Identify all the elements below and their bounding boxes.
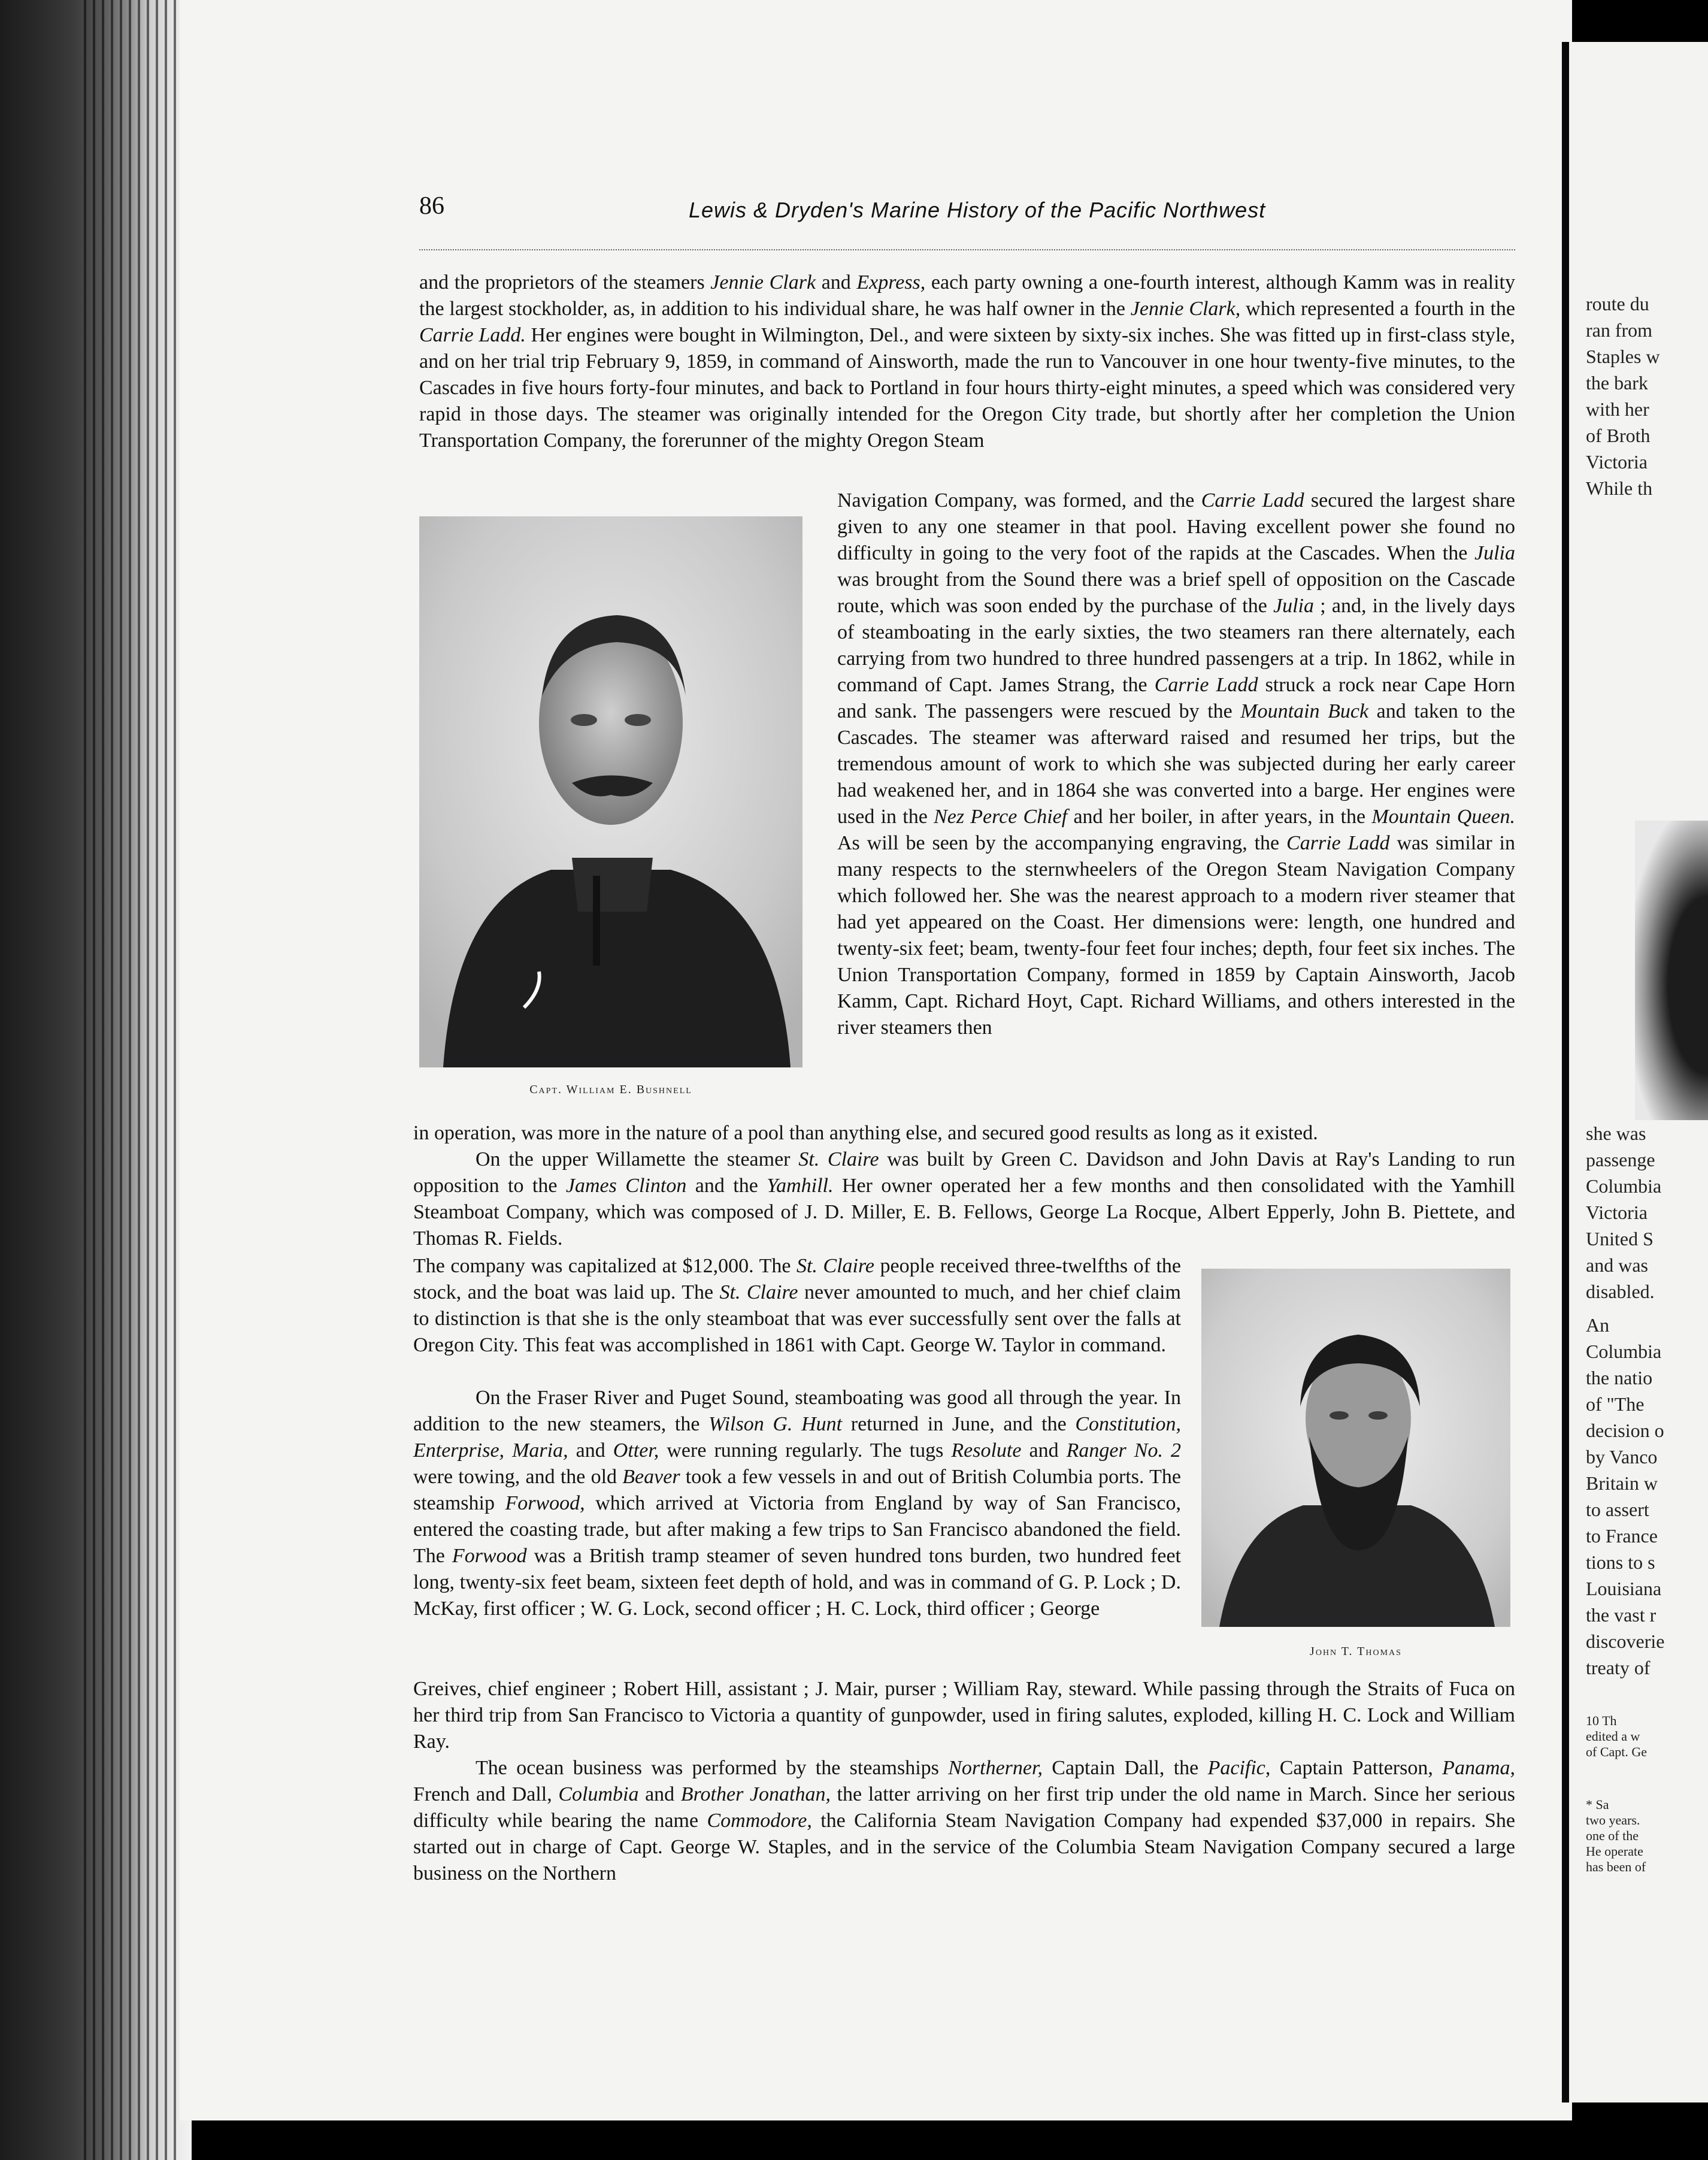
facing-line: of Broth xyxy=(1586,425,1651,446)
paragraph-2: On the upper Willamette the steamer St. Claire was built by Green C. Davidson and John Davis at Ray's Landing to run opposition to the James Clinton and the Yamhill. Her owner operated her a few months and then consolidated with the Yamhill Steamboat Company, which was composed of J. D. Miller, E. B. Fellows, George La Rocque, Albert Epperly, John B. Piettete, and Thomas R. Fields. xyxy=(413,1148,1516,1250)
facing-line: Britain w xyxy=(1586,1472,1658,1494)
facing-line: tions to s xyxy=(1586,1551,1655,1573)
facing-line: to assert xyxy=(1586,1499,1649,1520)
running-title: Lewis & Dryden's Marine History of the Pacific Northwest xyxy=(689,198,1266,222)
facing-line: route du xyxy=(1586,293,1649,314)
page-number: 86 xyxy=(419,192,444,220)
facing-line: of "The xyxy=(1586,1393,1645,1415)
facing-line: Columbia xyxy=(1586,1175,1662,1197)
facing-line: to France xyxy=(1586,1525,1658,1547)
paragraph-2-side: The company was capitalized at $12,000. The St. Claire people received three-twelfths of the stock, and the boat was laid up. The St. Claire never amounted to much, and her chief claim to distinction is that she is the only steamboat that was ever successfully sent over the falls at Oregon City. This feat was accomplished in 1861 with Capt. George W. Taylor in command. xyxy=(413,1255,1182,1356)
portrait-william-bushnell xyxy=(419,516,802,1067)
facing-line: and was xyxy=(1586,1254,1648,1276)
facing-line: Victoria xyxy=(1586,1202,1648,1223)
facing-line: United S xyxy=(1586,1228,1654,1250)
facing-line: Staples w xyxy=(1586,346,1660,367)
facing-line: of Capt. Ge xyxy=(1586,1744,1648,1759)
facing-line: passenge xyxy=(1586,1149,1655,1170)
portrait-engraving xyxy=(419,516,802,1067)
paragraph-1-side: Navigation Company, was formed, and the Carrie Ladd secured the largest share given to any one steamer in that pool. Having excellent power she found no difficulty in going to the very foot of the rapids at the Cascades. When the Julia was brought from the Sound there was a brief spell of opposition on the Cascade route, which was soon ended by the purchase of the Julia ; and, in the lively days of steamboating in the early sixties, the two steamers ran there alternately, each carrying from two hundred to three hundred passengers at a trip. In 1862, while in command of Capt. James Strang, the Carrie Ladd struck a rock near Cape Horn and sank. The passengers were rescued by the Mountain Buck and taken to the Cascades. The steamer was afterward raised and resumed her trips, but the tremendous amount of work to which she was subjected during her early career had weakened her, and in 1864 she was converted into a barge. Her engines were used in the Nez Perce Chief and her boiler, in after years, in the Mountain Queen. As will be seen by the accompanying engraving, the Carrie Ladd was similar in many respects to the sternwheelers of the Oregon Steam Navigation Company which followed her. She was the nearest approach to a modern river steamer that had yet appeared on the Coast. Her dimensions were: length, one hundred and twenty-six feet; beam, twenty-four feet four inches; depth, four feet six inches. The Union Transportation Company, formed in 1859 by Captain Ainsworth, Jacob Kamm, Capt. Richard Hoyt, Capt. Richard Williams, and others interested in the river steamers then xyxy=(837,489,1516,1039)
facing-line: 10 Th xyxy=(1586,1713,1617,1728)
paragraph-3: On the Fraser River and Puget Sound, steamboating was good all through the year. In addition to the new steamers, the Wilson G. Hunt returned in June, and the Constitution, Enterprise, Maria, and Otter, were running regularly. The tugs Resolute and Ranger No. 2 were towing, and the old Beaver took a few vessels in and out of British Columbia ports. The steamship Forwood, which arrived at Victoria from England by way of San Francisco, entered the coasting trade, but after making a few trips to San Francisco abandoned the field. The Forwood was a British tramp steamer of seven hundred tons burden, two hundred feet long, twenty-six feet beam, sixteen feet depth of hold, and was in command of G. P. Lock ; D. McKay, first officer ; W. G. Lock, second officer ; H. C. Lock, third officer ; George xyxy=(413,1387,1182,1620)
portrait-john-thomas xyxy=(1201,1269,1510,1627)
paragraph-1-end: in operation, was more in the nature of a pool than anything else, and secured good results as long as it existed. xyxy=(413,1122,1318,1144)
facing-line: Louisiana xyxy=(1586,1578,1662,1599)
paragraph-4: The ocean business was performed by the steamships Northerner, Captain Dall, the Pacific, Captain Patterson, Panama, French and Dall, Columbia and Brother Jonathan, the latter arriving on her first trip under the old name in March. Since her serious difficulty while bearing the name Commodore, the California Steam Navigation Company had expended $37,000 in repairs. She started out in charge of Capt. George W. Staples, and in the service of the Columbia Steam Navigation Company secured a large business on the Northern xyxy=(413,1757,1516,1884)
facing-line: Victoria xyxy=(1586,451,1648,473)
facing-line: with her xyxy=(1586,398,1649,420)
facing-line: An xyxy=(1586,1314,1610,1336)
facing-page-fragment xyxy=(1562,42,1708,2102)
facing-footnote: two years. xyxy=(1586,1813,1640,1828)
facing-line: discoverie xyxy=(1586,1630,1665,1652)
facing-line: ran from xyxy=(1586,319,1653,341)
facing-line: the bark xyxy=(1586,372,1648,394)
header-rule xyxy=(419,249,1515,250)
facing-line: decision o xyxy=(1586,1420,1664,1441)
facing-line: disabled. xyxy=(1586,1281,1655,1302)
caption-john-thomas: John T. Thomas xyxy=(1310,1645,1402,1658)
paragraph-1-top: and the proprietors of the steamers Jennie Clark and Express, each party owning a one-fourth interest, although Kamm was in reality the largest stockholder, as, in addition to his individual share, he was half owner in the Jennie Clark, which represented a fourth in the Carrie Ladd. Her engines were bought in Wilmington, Del., and were sixteen by sixty-six inches. She was fitted up in first-class style, and on her trial trip February 9, 1859, in command of Ainsworth, made the run to Vancouver in one hour twenty-five minutes, to the Cascades in five hours forty-four minutes, and back to Portland in four hours thirty-eight minutes, a speed which was considered very rapid in those days. The steamer was originally intended for the Oregon City trade, but shortly after her completion the Union Transportation Company, the forerunner of the mighty Oregon Steam xyxy=(419,271,1516,452)
book-binding xyxy=(0,0,192,2160)
facing-footnote: * Sa xyxy=(1586,1797,1609,1812)
facing-line: the vast r xyxy=(1586,1604,1656,1626)
facing-line: the natio xyxy=(1586,1367,1653,1388)
portrait-engraving xyxy=(1201,1269,1510,1627)
paragraph-3-end: Greives, chief engineer ; Robert Hill, assistant ; J. Mair, purser ; William Ray, steward. While passing through the Straits of Fuca on her third trip from San Francisco to Victoria a quantity of gunpowder, used in firing salutes, exploded, killing H. C. Lock and William Ray. xyxy=(413,1678,1515,1753)
binding-edge-lines xyxy=(84,0,180,2160)
facing-line: While th xyxy=(1586,477,1653,499)
facing-footnote: has been of xyxy=(1586,1859,1646,1874)
facing-footnote: He operate xyxy=(1586,1844,1643,1859)
facing-page-portrait xyxy=(1635,821,1708,1120)
facing-line: by Vanco xyxy=(1586,1446,1658,1468)
facing-line: edited a w xyxy=(1586,1729,1640,1744)
facing-line: Columbia xyxy=(1586,1341,1662,1362)
caption-william-bushnell: Capt. William E. Bushnell xyxy=(529,1083,692,1096)
facing-line: she was xyxy=(1586,1123,1646,1144)
facing-line: treaty of xyxy=(1586,1657,1651,1678)
facing-footnote: one of the xyxy=(1586,1828,1639,1843)
